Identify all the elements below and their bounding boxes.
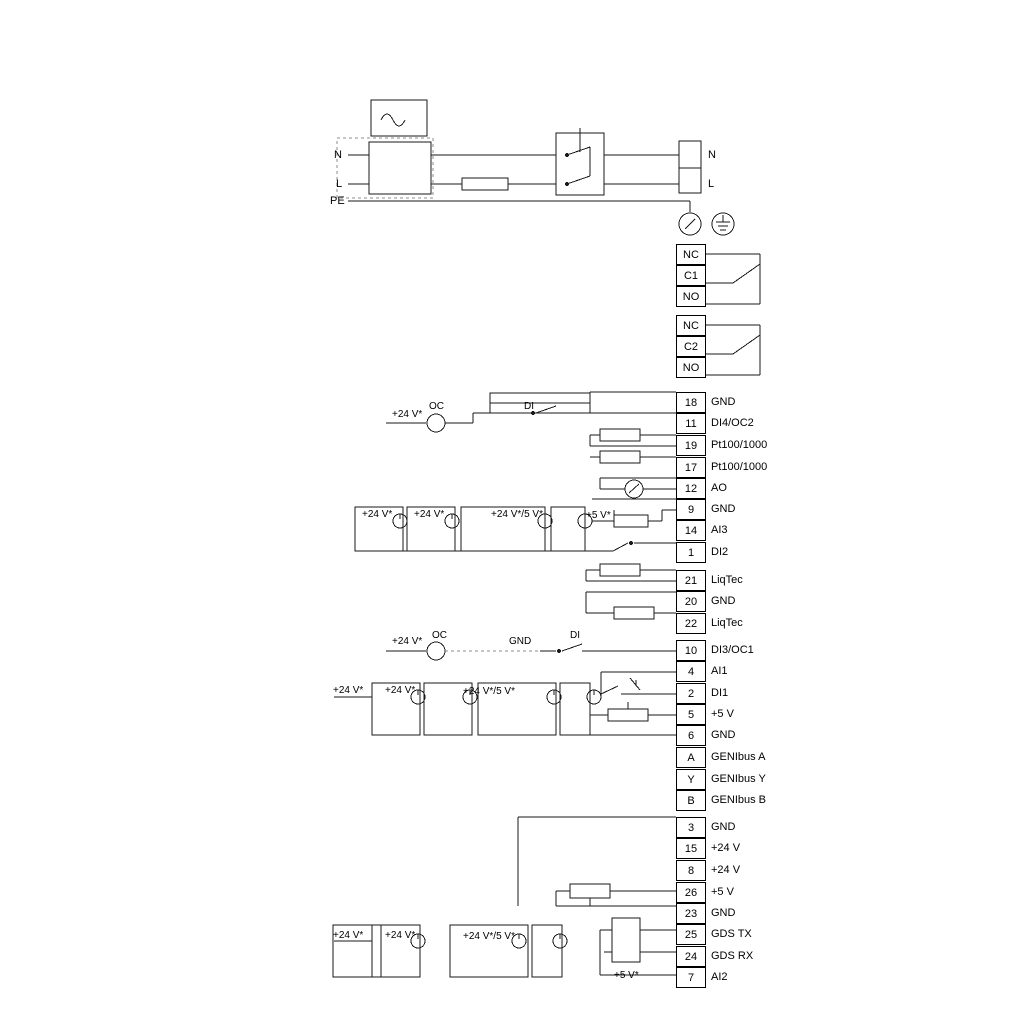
mains-n-label: N [334, 149, 342, 161]
terminal-label: GND [711, 503, 736, 515]
annotation-label: +24 V* [392, 409, 423, 420]
terminal-label: AI1 [711, 665, 728, 677]
terminal-label: GND [711, 907, 736, 919]
terminal-number: 14 [676, 520, 706, 541]
annotation-label: OC [432, 630, 447, 641]
annotation-label: +5 V* [586, 510, 611, 521]
terminal-label: GDS TX [711, 928, 752, 940]
output-n-label: N [708, 149, 716, 161]
terminal-label: +24 V [711, 842, 741, 854]
terminal-number: 26 [676, 882, 706, 903]
terminal-number: 17 [676, 457, 706, 478]
terminal-label: +5 V [711, 708, 734, 720]
terminal-label: GND [711, 595, 736, 607]
terminal-label: DI4/OC2 [711, 417, 754, 429]
annotation-label: +24 V*/5 V* [463, 686, 515, 697]
terminal-label: GND [711, 821, 736, 833]
terminal-label: GND [711, 729, 736, 741]
terminal-number: 2 [676, 683, 706, 704]
output-l-label: L [708, 178, 715, 190]
terminal-number: 20 [676, 591, 706, 612]
terminal-label: AO [711, 482, 727, 494]
terminal-number: 5 [676, 704, 706, 725]
terminal-number: 8 [676, 860, 706, 881]
terminal-label: Pt100/1000 [711, 461, 768, 473]
terminal-number: 4 [676, 661, 706, 682]
terminal-label: DI3/OC1 [711, 644, 754, 656]
annotation-label: +24 V* [385, 930, 416, 941]
annotation-label: DI [570, 630, 580, 641]
terminal-number: 12 [676, 478, 706, 499]
terminal-number: 6 [676, 725, 706, 746]
terminal-number: A [676, 747, 706, 768]
terminal-label: LiqTec [711, 574, 743, 586]
relay-terminal: NC [676, 315, 706, 336]
relay-terminal: NO [676, 357, 706, 378]
terminal-number: 9 [676, 499, 706, 520]
mains-l-label: L [336, 178, 343, 190]
terminal-label: GND [711, 396, 736, 408]
terminal-number: 1 [676, 542, 706, 563]
terminal-number: Y [676, 769, 706, 790]
relay-terminal: C1 [676, 265, 706, 286]
annotation-label: +24 V* [385, 685, 416, 696]
annotation-label: +24 V* [392, 636, 423, 647]
terminal-number: 25 [676, 924, 706, 945]
annotation-label: +24 V*/5 V* [463, 931, 515, 942]
terminal-number: B [676, 790, 706, 811]
relay-terminal: NC [676, 244, 706, 265]
mains-pe-label: PE [330, 195, 345, 207]
terminal-number: 22 [676, 613, 706, 634]
annotation-label: +24 V*/5 V* [491, 509, 543, 520]
terminal-label: +5 V [711, 886, 734, 898]
terminal-number: 3 [676, 817, 706, 838]
terminal-label: +24 V [711, 864, 741, 876]
terminal-number: 7 [676, 967, 706, 988]
terminal-label: DI1 [711, 687, 729, 699]
annotation-label: +24 V* [362, 509, 393, 520]
terminal-number: 24 [676, 946, 706, 967]
terminal-label: GENIbus A [711, 751, 766, 763]
terminal-label: AI3 [711, 524, 728, 536]
terminal-label: LiqTec [711, 617, 743, 629]
terminal-number: 21 [676, 570, 706, 591]
annotation-label: +24 V* [333, 685, 364, 696]
terminal-number: 11 [676, 413, 706, 434]
relay-terminal: NO [676, 286, 706, 307]
terminal-label: Pt100/1000 [711, 439, 768, 451]
annotation-label: +24 V* [333, 930, 364, 941]
terminal-number: 23 [676, 903, 706, 924]
annotation-label: +24 V* [414, 509, 445, 520]
terminal-number: 10 [676, 640, 706, 661]
annotation-label: OC [429, 401, 444, 412]
terminal-number: 18 [676, 392, 706, 413]
terminal-number: 19 [676, 435, 706, 456]
terminal-label: DI2 [711, 546, 729, 558]
terminal-number: 15 [676, 838, 706, 859]
terminal-label: AI2 [711, 971, 728, 983]
terminal-label: GDS RX [711, 950, 754, 962]
annotation-label: DI [524, 401, 534, 412]
terminal-label: GENIbus B [711, 794, 767, 806]
relay-terminal: C2 [676, 336, 706, 357]
terminal-label: GENIbus Y [711, 773, 766, 785]
annotation-label: +5 V* [614, 970, 639, 981]
annotation-label: GND [509, 636, 532, 647]
